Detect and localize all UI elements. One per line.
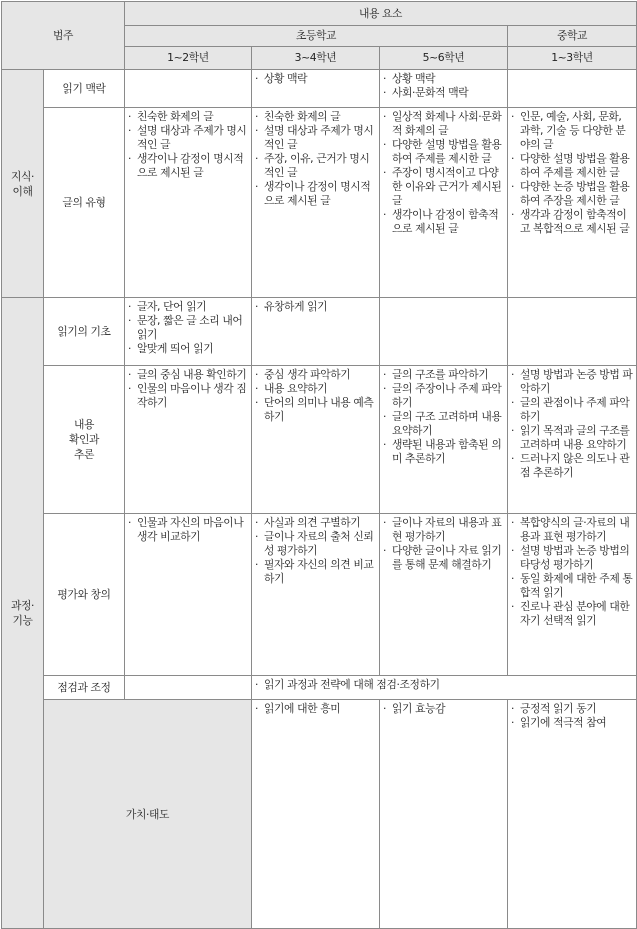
content-cell <box>125 298 252 366</box>
content-cell <box>380 514 508 676</box>
list-item: · 읽기에 적극적 참여 <box>511 716 607 729</box>
bullet-list <box>255 72 376 86</box>
list-item: · 읽기 목적과 글의 구조를 고려하며 내용 요약하기 <box>511 424 630 451</box>
list-item: · 내용 요약하기 <box>255 382 328 395</box>
list-item: · 인물과 자신의 마음이나 생각 비교하기 <box>128 516 244 543</box>
content-cell <box>125 514 252 676</box>
list-item: · 읽기 과정과 전략에 대해 점검·조정하기 <box>255 678 440 691</box>
content-cell <box>508 298 637 366</box>
bullet-list <box>255 300 376 314</box>
list-item: · 드러나지 않은 의도나 관점 추론하기 <box>511 452 630 479</box>
list-item: · 일상적 화제나 사회·문화적 화제의 글 <box>383 110 502 137</box>
list-item: · 다양한 설명 방법을 활용하여 주제를 제시한 글 <box>383 138 502 165</box>
bullet-list <box>511 516 633 628</box>
content-cell <box>508 108 637 298</box>
category-value-attitude: 가치·태도 <box>44 700 252 929</box>
list-item: · 사실과 의견 구별하기 <box>255 516 361 529</box>
bullet-list <box>511 702 633 730</box>
list-item: · 친숙한 화제의 글 <box>128 110 214 123</box>
bullet-list <box>383 368 504 466</box>
row-label-comprehension: 내용 확인과 추론 <box>44 366 125 514</box>
content-cell <box>380 108 508 298</box>
bullet-list <box>255 110 376 208</box>
bullet-list <box>128 516 248 544</box>
list-item: · 글의 관점이나 주제 파악하기 <box>511 396 630 423</box>
content-cell <box>508 70 637 108</box>
row-label-text-types: 글의 유형 <box>44 108 125 298</box>
row-reading-basics <box>2 298 637 366</box>
row-reading-context <box>2 70 637 108</box>
bullet-list <box>383 516 504 572</box>
header-row-1 <box>2 2 637 26</box>
row-evaluation <box>2 514 637 676</box>
content-cell <box>252 700 380 929</box>
bullet-list <box>383 72 504 100</box>
list-item: · 다양한 글이나 자료 읽기를 통해 문제 해결하기 <box>383 544 502 571</box>
list-item: · 글의 중심 내용 확인하기 <box>128 368 247 381</box>
list-item: · 읽기에 대한 흥미 <box>255 702 341 715</box>
row-comprehension <box>2 366 637 514</box>
bullet-list <box>128 368 248 410</box>
bullet-list <box>255 702 376 716</box>
list-item: · 생각이나 감정이 명시적으로 제시된 글 <box>128 152 244 179</box>
content-cell <box>380 700 508 929</box>
list-item: · 글이나 자료의 내용과 표현 평가하기 <box>383 516 502 543</box>
list-item: · 생각과 감정이 함축적이고 복합적으로 제시된 글 <box>511 208 630 235</box>
bullet-list <box>511 368 633 480</box>
row-text-types <box>2 108 637 298</box>
list-item: · 필자와 자신의 의견 비교하기 <box>255 558 374 585</box>
list-item: · 읽기 효능감 <box>383 702 446 715</box>
content-cell <box>252 70 380 108</box>
content-elements-header: 내용 요소 <box>125 2 637 26</box>
list-item: · 동일 화제에 대한 주제 통합적 읽기 <box>511 572 633 599</box>
list-item: · 긍정적 읽기 동기 <box>511 702 597 715</box>
bullet-list <box>128 300 248 356</box>
list-item: · 진로나 관심 분야에 대한 자기 선택적 읽기 <box>511 600 630 627</box>
list-item: · 알맞게 띄어 읽기 <box>128 342 214 355</box>
content-cell <box>508 366 637 514</box>
middle-school-header: 중학교 <box>508 26 637 47</box>
list-item: · 주장, 이유, 근거가 명시적인 글 <box>255 152 370 179</box>
grade-header: 1~2학년 <box>125 47 252 70</box>
monitoring-content <box>252 676 637 700</box>
bullet-list <box>511 110 633 236</box>
list-item: · 설명 방법과 논증 방법 파악하기 <box>511 368 633 395</box>
list-item: · 중심 생각 파악하기 <box>255 368 351 381</box>
list-item: · 다양한 논증 방법을 활용하여 주장을 제시한 글 <box>511 180 630 207</box>
grade-header: 1~3학년 <box>508 47 637 70</box>
content-cell <box>252 366 380 514</box>
content-cell <box>380 70 508 108</box>
list-item: · 인문, 예술, 사회, 문화, 과학, 기술 등 다양한 분야의 글 <box>511 110 626 151</box>
content-cell <box>508 514 637 676</box>
list-item: · 생각이나 감정이 명시적으로 제시된 글 <box>255 180 371 207</box>
category-knowledge: 지식· 이해 <box>2 70 44 298</box>
list-item: · 사회·문화적 맥락 <box>383 86 469 99</box>
list-item: · 친숙한 화제의 글 <box>255 110 341 123</box>
content-cell <box>125 676 252 700</box>
category-header: 범주 <box>2 2 125 70</box>
list-item: · 상황 맥락 <box>383 72 436 85</box>
content-cell <box>125 366 252 514</box>
row-label-reading-context: 읽기 맥락 <box>44 70 125 108</box>
bullet-list <box>383 110 504 236</box>
row-attitude <box>2 700 637 929</box>
list-item: · 글이나 자료의 출처 신뢰성 평가하기 <box>255 530 374 557</box>
curriculum-table <box>1 1 637 929</box>
row-label-monitoring: 점검과 조정 <box>44 676 125 700</box>
list-item: · 설명 대상과 주제가 명시적인 글 <box>128 124 247 151</box>
list-item: · 글자, 단어 읽기 <box>128 300 207 313</box>
content-cell <box>380 298 508 366</box>
list-item: · 생략된 내용과 함축된 의미 추론하기 <box>383 438 502 465</box>
list-item: · 글의 구조를 파악하기 <box>383 368 489 381</box>
row-label-reading-basics: 읽기의 기초 <box>44 298 125 366</box>
category-process: 과정· 기능 <box>2 298 44 929</box>
grade-header: 3~4학년 <box>252 47 380 70</box>
list-item: · 인물의 마음이나 생각 짐작하기 <box>128 382 247 409</box>
content-cell <box>380 366 508 514</box>
list-item: · 설명 방법과 논증 방법의 타당성 평가하기 <box>511 544 630 571</box>
content-cell <box>252 108 380 298</box>
list-item: · 글의 구조 고려하며 내용 요약하기 <box>383 410 502 437</box>
content-cell <box>125 108 252 298</box>
content-cell <box>125 70 252 108</box>
list-item: · 상황 맥락 <box>255 72 308 85</box>
list-item: · 설명 대상과 주제가 명시적인 글 <box>255 124 374 151</box>
list-item: · 유창하게 읽기 <box>255 300 328 313</box>
list-item: · 복합양식의 글·자료의 내용과 표현 평가하기 <box>511 516 630 543</box>
list-item: · 다양한 설명 방법을 활용하여 주제를 제시한 글 <box>511 152 630 179</box>
bullet-list <box>383 702 504 716</box>
list-item: · 생각이나 감정이 함축적으로 제시된 글 <box>383 208 499 235</box>
list-item: · 주장이 명시적이고 다양한 이유와 근거가 제시된 글 <box>383 166 502 207</box>
list-item: · 문장, 짧은 글 소리 내어 읽기 <box>128 314 243 341</box>
list-item: · 단어의 의미나 내용 예측하기 <box>255 396 374 423</box>
grade-header: 5~6학년 <box>380 47 508 70</box>
row-monitoring <box>2 676 637 700</box>
bullet-list <box>255 516 376 586</box>
list-item: · 글의 주장이나 주제 파악하기 <box>383 382 502 409</box>
row-label-evaluation: 평가와 창의 <box>44 514 125 676</box>
content-cell <box>252 298 380 366</box>
content-cell <box>252 514 380 676</box>
elementary-header: 초등학교 <box>125 26 508 47</box>
content-cell <box>508 700 637 929</box>
bullet-list <box>128 110 248 180</box>
bullet-list <box>255 368 376 424</box>
